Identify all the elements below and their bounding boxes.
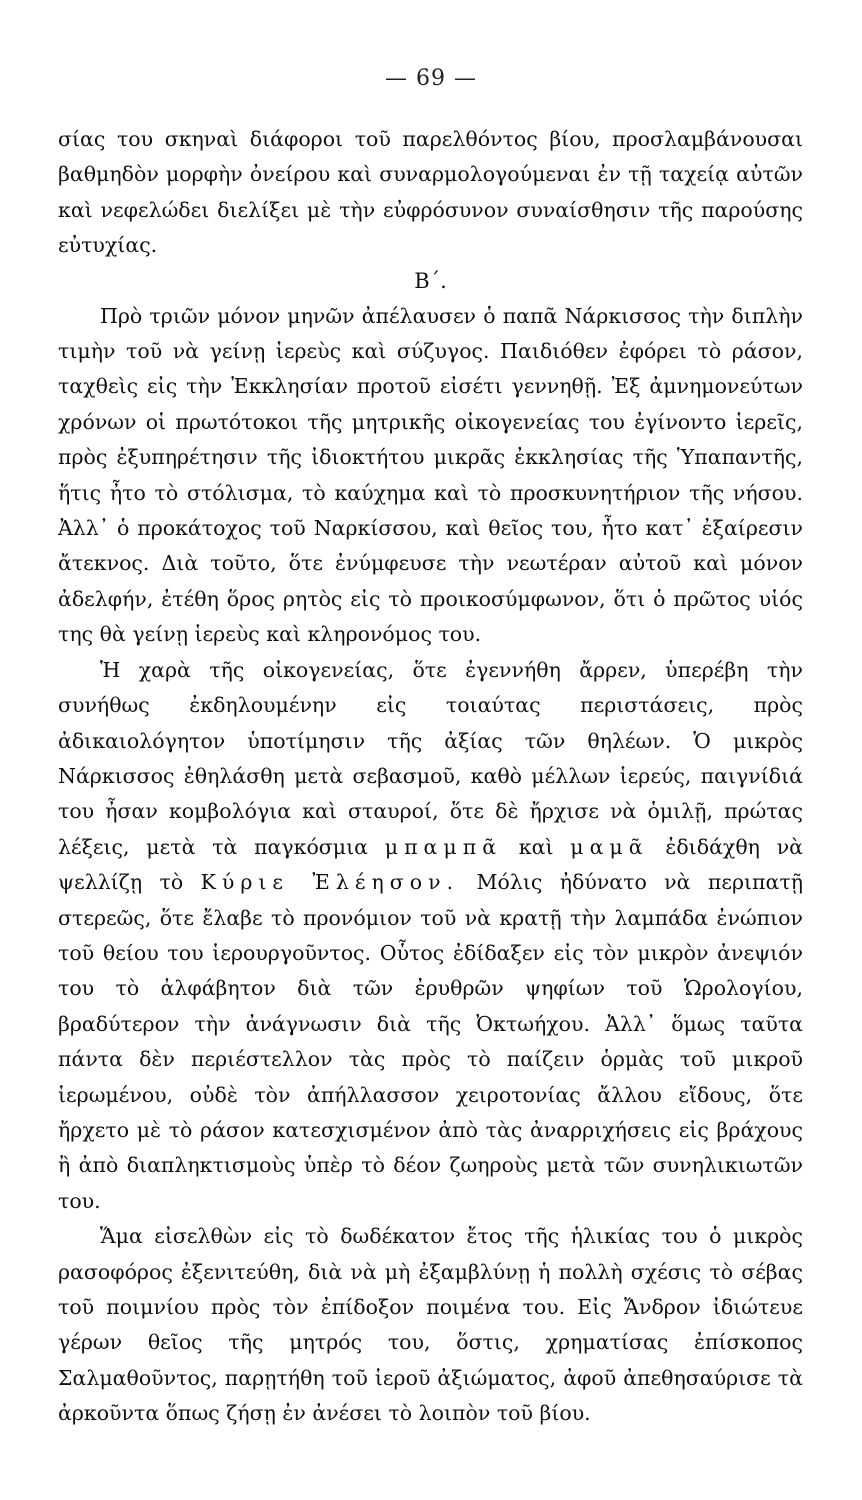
paragraph-4: Ἅμα εἰσελθὼν εἰς τὸ δωδέκατον ἔτος τῆς ἡλικίας του ὁ μικρὸς ρασοφόρος ἐξενιτεύθη, διὰ νὰ μὴ ἐξαμβλύνῃ ἡ πολλὴ σχέσις τὸ σέβας τοῦ ποιμνίου πρὸς τὸν ἐπίδοξον ποιμένα του. Εἰς Ἄνδρον ἰδιώτευε γέρων θεῖος τῆς μητρός του, ὅστις, χρηματίσας ἐπίσκοπος Σαλμαθοῦντος, παρῃτήθη τοῦ ἱεροῦ ἀξιώματος, ἀφοῦ ἀπεθησαύρισε τὰ ἀρκοῦντα ὅπως ζήσῃ ἐν ἀνέσει τὸ λοιπὸν τοῦ βίου.	[58, 1224, 803, 1426]
spaced-word-2: μαμᾶ	[570, 834, 649, 859]
page-number: — 69 —	[385, 66, 477, 91]
paragraph-3-connector-1: καὶ	[518, 834, 554, 859]
paragraph-3-part-1: Ἡ χαρὰ τῆς οἰκογενείας, ὅτε ἐγεννήθη ἄρρεν, ὑπερέβη τὴν συνήθως ἐκδηλουμένην εἰς τοιαύτας περιστάσεις, πρὸς ἀδικαιολόγητον ὑποτίμησιν τῆς ἀξίας τῶν θηλέων. Ὁ μικρὸς Νάρκισσος ἐθηλάσθη μετὰ σεβασμοῦ, καθὸ μέλλων ἱερεύς, παιγνίδιά του ἦσαν κομβολόγια καὶ σταυροί, ὅτε δὲ ἤρχισε νὰ ὁμιλῇ, πρώτας λέξεις, μετὰ τὰ παγκόσμια	[58, 657, 803, 859]
paragraph-3-part-2: Μόλις ἠδύνατο νὰ περιπατῇ στερεῶς, ὅτε ἔλαβε τὸ προνόμιον τοῦ νὰ κρατῇ τὴν λαμπάδα ἐνώπιον τοῦ θείου του ἱερουργοῦντος. Οὗτος ἐδίδαξεν εἰς τὸν μικρὸν ἀνεψιόν του τὸ ἀλφάβητον διὰ τῶν ἐρυθρῶν ψηφίων τοῦ Ὡρολογίου, βραδύτερον τὴν ἀνάγνωσιν διὰ τῆς Ὀκτωήχου. Ἀλλ᾽ ὅμως ταῦτα πάντα δὲν περιέστελλον τὰς πρὸς τὸ παίζειν ὁρμὰς τοῦ μικροῦ ἱερωμένου, οὐδὲ τὸν ἀπήλλασσον χειροτονίας ἄλλου εἴδους, ὅτε ἤρχετο μὲ τὸ ράσον κατεσχισμένον ἀπὸ τὰς ἀναρριχήσεις εἰς βράχους ἢ ἀπὸ διαπληκτισμοὺς ὑπὲρ τὸ δέον ζωηροὺς μετὰ τῶν συνηλικιωτῶν του.	[58, 870, 803, 1213]
spaced-word-1: μπαμπᾶ	[384, 834, 503, 859]
body-text	[58, 122, 803, 1432]
spaced-phrase: Κύριε Ἐλέησον.	[200, 870, 460, 895]
paragraph-2: Πρὸ τριῶν μόνον μηνῶν ἀπέλαυσεν ὁ παπᾶ Νάρκισσος τὴν διπλὴν τιμὴν τοῦ νὰ γείνῃ ἱερεὺς καὶ σύζυγος. Παιδιόθεν ἐφόρει τὸ ράσον, ταχθεὶς εἰς τὴν Ἐκκλησίαν προτοῦ εἰσέτι γεννηθῇ. Ἐξ ἀμνημονεύτων χρόνων οἱ πρωτότοκοι τῆς μητρικῆς οἰκογενείας του ἐγίνοντο ἱερεῖς, πρὸς ἐξυπηρέτησιν τῆς ἰδιοκτήτου μικρᾶς ἐκκλησίας τῆς Ὑπαπαντῆς, ἥτις ἦτο τὸ στόλισμα, τὸ καύχημα καὶ τὸ προσκυνητήριον τῆς νήσου. Ἀλλ᾽ ὁ προκάτοχος τοῦ Ναρκίσσου, καὶ θεῖος του, ἦτο κατ᾽ ἐξαίρεσιν ἄτεκνος. Διὰ τοῦτο, ὅτε ἐνύμφευσε τὴν νεωτέραν αὐτοῦ καὶ μόνον ἀδελφήν, ἐτέθη ὅρος ρητὸς εἰς τὸ προικοσύμφωνον, ὅτι ὁ πρῶτος υἱός της θὰ γείνῃ ἱερεὺς καὶ κληρονόμος του.	[58, 303, 803, 647]
section-heading: Β΄.	[414, 268, 447, 293]
paragraph-1: σίας του σκηναὶ διάφοροι τοῦ παρελθόντος βίου, προσλαμβάνουσαι βαθμηδὸν μορφὴν ὀνείρου καὶ συναρμολογούμεναι ἐν τῇ ταχείᾳ αὐτῶν καὶ νεφελώδει διελίξει μὲ τὴν εὐφρόσυνον συναίσθησιν τῆς παρούσης εὐτυχίας.	[58, 127, 803, 258]
paragraph-3-connector-2: ἐδιδάχθη νὰ ψελλίζῃ τὸ	[58, 834, 803, 895]
paragraph-3	[58, 653, 803, 1220]
